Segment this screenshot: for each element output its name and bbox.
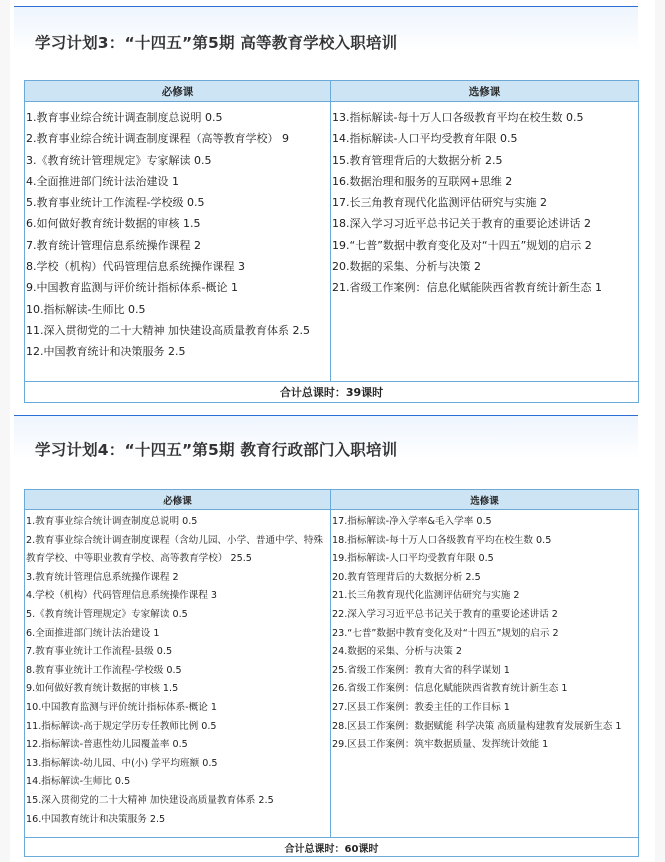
course-item: 15.深入贯彻党的二十大精神 加快建设高质量教育体系 2.5: [26, 794, 274, 806]
course-item: 18.深入学习习近平总书记关于教育的重要论述讲话 2: [332, 217, 591, 231]
course-item: 13.指标解读-每十万人口各级教育平均在校生数 0.5: [332, 111, 584, 124]
course-item: 21.长三角教育现代化监测评估研究与实施 2: [332, 590, 520, 602]
course-item: 1.教育事业综合统计调查制度总说明 0.5: [26, 111, 223, 124]
course-item: 10.中国教育监测与评价统计指标体系-概论 1: [26, 701, 217, 713]
course-item: 16.中国教育统计和决策服务 2.5: [26, 813, 166, 825]
course-item: 22.深入学习习近平总书记关于教育的重要论述讲话 2: [332, 608, 558, 620]
course-item: 14.指标解读-人口平均受教育年限 0.5: [332, 132, 518, 146]
course-item: 3.教育统计管理信息系统操作课程 2: [26, 571, 179, 583]
course-item: 8.教育事业统计工作流程-学校级 0.5: [26, 664, 182, 676]
course-item: 2.教育事业综合统计调查制度课程（高等教育学校） 9: [26, 132, 289, 146]
course-item: 3.《教育统计管理规定》专家解读 0.5: [26, 153, 212, 167]
course-item: 19.指标解读-人口平均受教育年限 0.5: [332, 553, 494, 565]
course-item: 10.指标解读-生师比 0.5: [26, 302, 146, 316]
elective-column-header: 选修课: [331, 490, 639, 510]
course-item: 7.教育事业统计工作流程-县级 0.5: [26, 646, 173, 658]
course-item: 15.教育管理背后的大数据分析 2.5: [332, 153, 503, 167]
course-item: 26.省级工作案例：信息化赋能陕西省教育统计新生态 1: [332, 683, 568, 695]
total-hours: 合计总课时：60课时: [25, 838, 639, 857]
course-item: 18.指标解读-每十万人口各级教育平均在校生数 0.5: [332, 534, 552, 546]
course-item: 7.教育统计管理信息系统操作课程 2: [26, 238, 201, 252]
course-item: 19.“七普”数据中教育变化及对“十四五”规划的启示 2: [332, 238, 592, 252]
course-item: 17.长三角教育现代化监测评估研究与实施 2: [332, 196, 547, 210]
course-item: 8.学校（机构）代码管理信息系统操作课程 3: [26, 260, 245, 274]
course-item: 16.数据治理和服务的互联网+思维 2: [332, 174, 513, 188]
plan4-table: [24, 489, 639, 857]
course-item: 1.教育事业综合统计调查制度总说明 0.5: [26, 516, 198, 527]
elective-course-list: [331, 510, 639, 838]
course-item: 13.指标解读-幼儿园、中(小) 学平均班额 0.5: [26, 757, 218, 769]
course-item: 9.中国教育监测与评价统计指标体系-概论 1: [26, 281, 238, 295]
course-item: 20.教育管理背后的大数据分析 2.5: [332, 571, 481, 583]
course-item: 11.深入贯彻党的二十大精神 加快建设高质量教育体系 2.5: [26, 323, 310, 337]
course-item: 24.数据的采集、分析与决策 2: [332, 646, 462, 658]
course-item: 25.省级工作案例：教育大省的科学谋划 1: [332, 664, 510, 676]
plan3-header: [14, 6, 638, 71]
course-item: 12.中国教育统计和决策服务 2.5: [26, 345, 186, 359]
course-item: 28.区县工作案例：数据赋能 科学决策 高质量构建教育发展新生态 1: [332, 720, 622, 732]
course-item: 6.如何做好教育统计数据的审核 1.5: [26, 217, 201, 231]
required-column-header: 必修课: [25, 81, 331, 102]
elective-course-list: [331, 102, 639, 382]
course-item: 5.教育事业统计工作流程-学校级 0.5: [26, 196, 205, 210]
plan4-header: [14, 415, 638, 478]
course-item: 9.如何做好教育统计数据的审核 1.5: [26, 683, 179, 695]
required-course-list: [25, 102, 331, 382]
plan4-title: 学习计划4：“十四五”第5期 教育行政部门入职培训: [35, 441, 398, 459]
course-item: 2.教育事业综合统计调查制度课程（含幼儿园、小学、普通中学、特殊教育学校、中等职业教育学校、高等教育学校） 25.5: [26, 534, 323, 565]
course-item: 23.“七普”数据中教育变化及对“十四五”规划的启示 2: [332, 627, 559, 639]
plan3-table: [24, 80, 639, 403]
course-item: 21.省级工作案例：信息化赋能陕西省教育统计新生态 1: [332, 281, 602, 295]
course-item: 17.指标解读-净入学率&毛入学率 0.5: [332, 516, 492, 527]
plan3-title: 学习计划3：“十四五”第5期 高等教育学校入职培训: [35, 34, 398, 52]
course-item: 20.数据的采集、分析与决策 2: [332, 260, 481, 274]
course-item: 4.学校（机构）代码管理信息系统操作课程 3: [26, 590, 217, 602]
course-item: 29.区县工作案例：筑牢数据质量、发挥统计效能 1: [332, 739, 549, 751]
required-column-header: 必修课: [25, 490, 331, 510]
total-hours: 合计总课时：39课时: [25, 382, 639, 403]
elective-column-header: 选修课: [331, 81, 639, 102]
course-item: 14.指标解读-生师比 0.5: [26, 776, 131, 788]
course-item: 5.《教育统计管理规定》专家解读 0.5: [26, 608, 188, 620]
required-course-list: [25, 510, 331, 838]
course-item: 27.区县工作案例：教委主任的工作目标 1: [332, 701, 510, 713]
course-item: 6.全面推进部门统计法治建设 1: [26, 627, 160, 639]
course-item: 4.全面推进部门统计法治建设 1: [26, 174, 179, 188]
course-item: 12.指标解读-普惠性幼儿园覆盖率 0.5: [26, 739, 188, 751]
course-item: 11.指标解读-高于规定学历专任教师比例 0.5: [26, 720, 217, 732]
